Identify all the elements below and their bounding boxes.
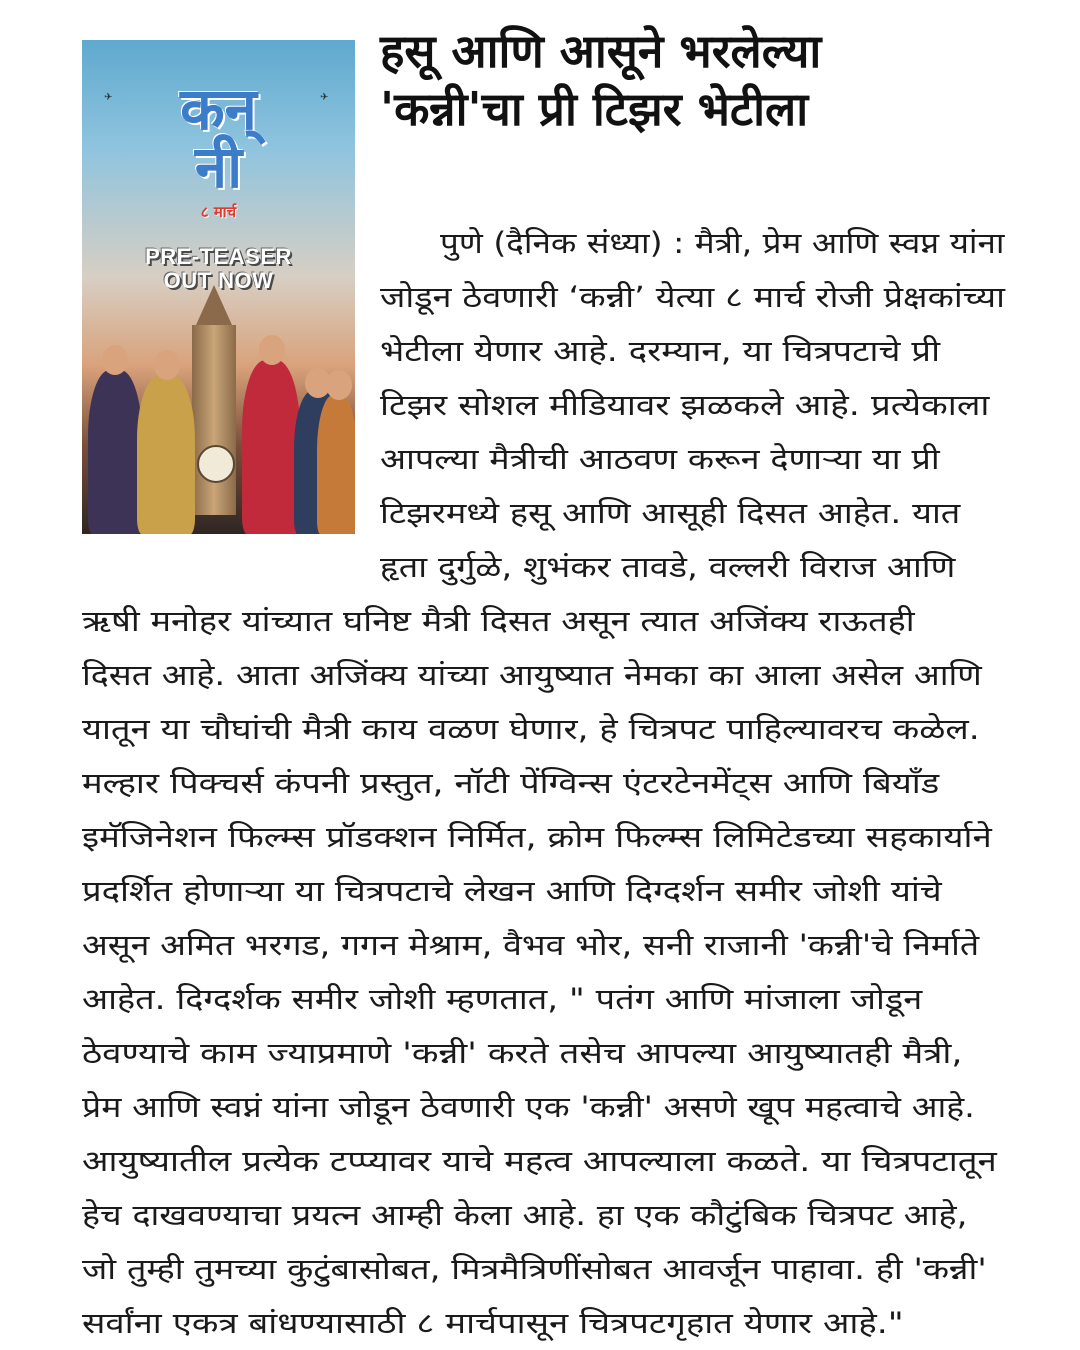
body-line: आहेत. दिग्दर्शक समीर जोशी म्हणतात, " पतंग आणि मांजाला जोडून [82,982,923,1016]
bird-icon: ✈ [104,92,113,103]
headline-line-1: हसू आणि आसूने भरलेल्या [380,24,822,78]
body-line: भेटीला येणार आहे. दरम्यान, या चित्रपटाचे प्री [380,334,941,368]
body-line: दिसत आहे. आता अजिंक्य यांच्या आयुष्यात नेमका का आला असेल आणि [82,658,982,692]
cast-figure [242,360,300,534]
movie-poster [82,40,355,534]
body-line: मल्हार पिक्चर्स कंपनी प्रस्तुत, नॉटी पेंग्विन्स एंटरटेनमेंट्स आणि बियाँड [82,766,940,800]
body-line: प्रदर्शित होणाऱ्या या चित्रपटाचे लेखन आणि दिग्दर्शन समीर जोशी यांचे [82,874,942,908]
body-line: आयुष्यातील प्रत्येक टप्प्यावर याचे महत्व आपल्याला कळते. या चित्रपटातून [82,1144,997,1178]
poster-logo [82,75,355,201]
clock-face-graphic [197,445,235,483]
bird-icon: ✈ [320,92,329,103]
body-line: टिझरमध्ये हसू आणि आसूही दिसत आहेत. यात [380,496,961,530]
article-headline [380,22,1060,138]
body-line: इमॅजिनेशन फिल्म्स प्रॉडक्शन निर्मित, क्रोम फिल्म्स लिमिटेडच्या सहकार्याने [82,820,992,854]
poster-logo-line2: नी [194,133,243,201]
cast-head [102,345,128,375]
body-line: हेच दाखवण्याचा प्रयत्न आम्ही केला आहे. हा एक कौटुंबिक चित्रपट आहे, [82,1198,968,1232]
cast-figure [317,395,355,534]
body-line: हृता दुर्गुळे, शुभंकर तावडे, वल्लरी विराज आणि [380,550,956,584]
body-line: टिझर सोशल मीडियावर झळकले आहे. प्रत्येकाला [380,388,990,422]
poster-pre-teaser-text: PRE-TEASER [145,244,292,269]
body-line: यातून या चौघांची मैत्री काय वळण घेणार, हे चित्रपट पाहिल्यावरच कळेल. [82,712,980,746]
body-line: असून अमित भरगड, गगन मेश्राम, वैभव भोर, सनी राजानी 'कन्नी'चे निर्माते [82,928,980,962]
poster-out-now-text: OUT NOW [163,268,274,293]
body-line: पुणे (दैनिक संध्या) : मैत्री, प्रेम आणि स्वप्न यांना [440,226,1005,260]
cast-figure [137,375,195,534]
body-line: आपल्या मैत्रीची आठवण करून देणाऱ्या या प्री [380,442,940,476]
body-line: जो तुम्ही तुमच्या कुटुंबासोबत, मित्रमैत्रिणींसोबत आवर्जून पाहावा. ही 'कन्नी' [82,1252,987,1286]
body-line: जोडून ठेवणारी ‘कन्नी’ येत्या ८ मार्च रोजी प्रेक्षकांच्या [380,280,1005,314]
headline-line-2: 'कन्नी'चा प्री टिझर भेटीला [380,82,809,136]
cast-head [259,335,285,365]
cast-head [326,370,352,400]
cast-head [154,350,180,380]
clock-tower-graphic [192,325,236,515]
cast-figure [88,370,142,534]
body-line: ठेवण्याचे काम ज्याप्रमाणे 'कन्नी' करते तसेच आपल्या आयुष्यातही मैत्री, [82,1036,963,1070]
body-line: प्रेम आणि स्वप्नं यांना जोडून ठेवणारी एक 'कन्नी' असणे खूप महत्वाचे आहे. [82,1090,975,1124]
body-line: ऋषी मनोहर यांच्यात घनिष्ट मैत्री दिसत असून त्यात अजिंक्य राऊतही [82,604,915,638]
body-line: सर्वांना एकत्र बांधण्यासाठी ८ मार्चपासून चित्रपटगृहात येणार आहे." [82,1306,904,1340]
poster-release-date: ८ मार्च [200,203,237,221]
poster-logo-line1: कन् [180,75,257,143]
